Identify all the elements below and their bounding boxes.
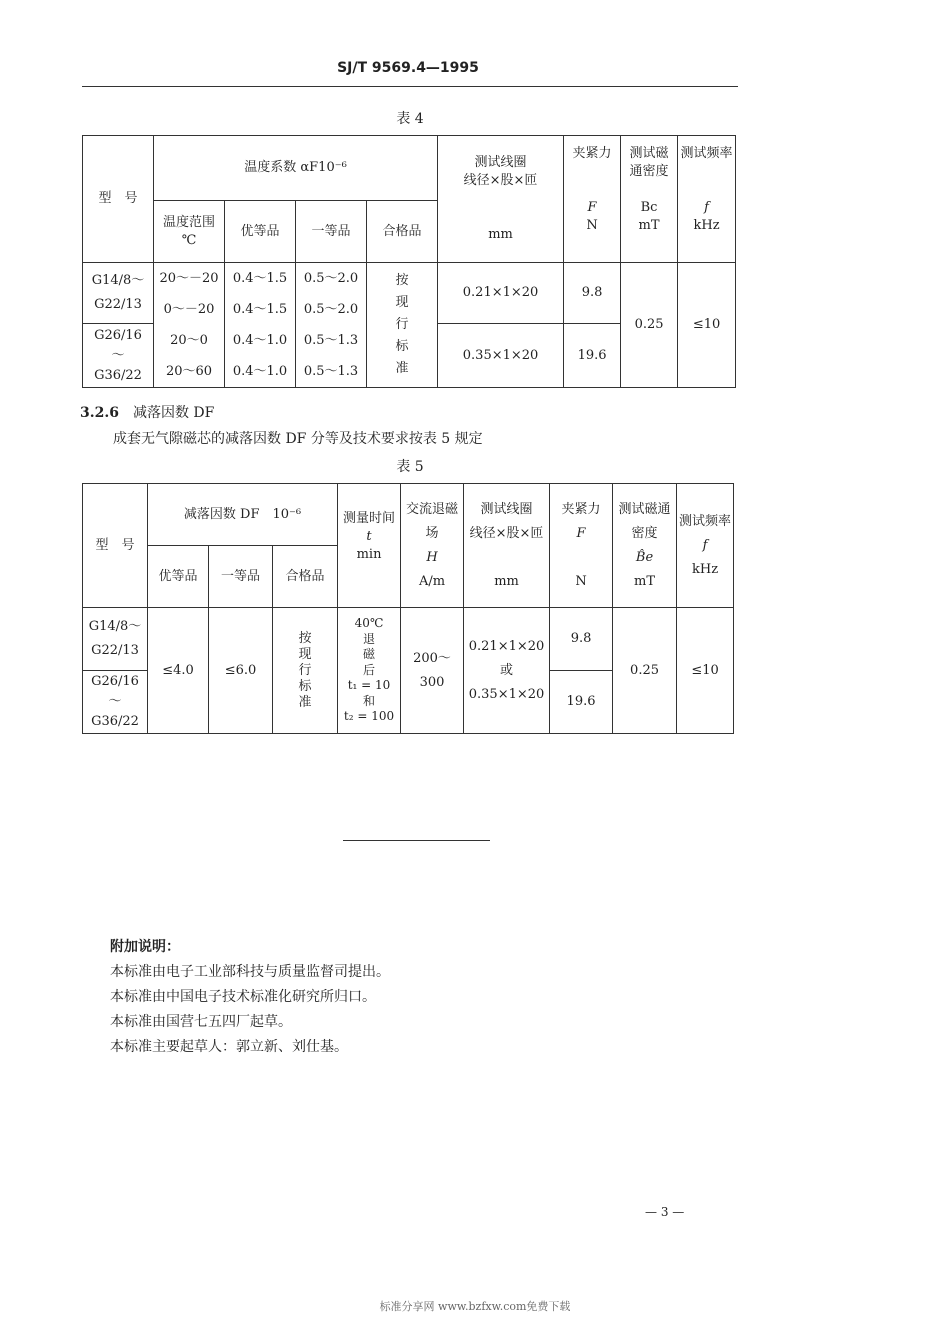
force-b: 19.6 [564, 324, 621, 388]
header-grade1: 优等品 [148, 546, 209, 608]
ranges [154, 263, 225, 388]
t: 通密度 [629, 164, 669, 179]
t: 或 [500, 662, 514, 678]
t: 和 [363, 693, 376, 708]
force-b: 19.6 [550, 671, 613, 734]
t: 测试磁通 [618, 501, 671, 517]
note-line: 本标准由国营七五四厂起草。 [110, 1014, 292, 1030]
t: G26/16 [94, 327, 142, 343]
coil-value [464, 608, 550, 734]
t: 0.4～1.5 [232, 302, 288, 317]
t: 温度范围 [162, 214, 215, 230]
grade3-values [367, 263, 438, 388]
note-line: 本标准主要起草人：郭立新、刘仕基。 [110, 1039, 348, 1055]
t: 20～0 [170, 333, 208, 348]
header-field [401, 484, 464, 608]
t: 密度 [631, 525, 658, 541]
header-grade1: 优等品 [225, 201, 296, 263]
header-coil [464, 484, 550, 608]
t: 0.4～1.0 [232, 333, 288, 348]
t: 准 [298, 694, 312, 710]
flux: 0.25 [613, 608, 677, 734]
t: F [587, 200, 597, 215]
table5-caption: 表 5 [396, 459, 424, 475]
t: 测试线圈 [480, 501, 533, 517]
t: 0.4～1.5 [232, 271, 288, 286]
t: mT [634, 573, 656, 589]
header-flux [613, 484, 677, 608]
t: t [366, 528, 372, 544]
grade2-value: ≤6.0 [209, 608, 273, 734]
t: 测试磁 [629, 146, 669, 161]
t: 现 [298, 646, 312, 662]
grade1-values [225, 263, 296, 388]
t: 线径×股×匝 [463, 173, 538, 188]
t: 测试频率 [680, 146, 733, 161]
t: ～ [111, 347, 125, 363]
coil-a: 0.21×1×20 [438, 263, 564, 324]
t: kHz [691, 561, 719, 577]
t: 按 [298, 630, 312, 646]
model-a [83, 608, 148, 671]
t: 标 [298, 678, 312, 694]
t: A/m [418, 573, 446, 589]
header-range [154, 201, 225, 263]
header-flux [621, 136, 678, 263]
grade3-value [273, 608, 338, 734]
freq: ≤10 [677, 608, 734, 734]
t: f [704, 200, 709, 215]
t: H [426, 549, 438, 565]
flux: 0.25 [621, 263, 678, 388]
time-value [338, 608, 401, 734]
t: 按 [395, 273, 409, 288]
notes [110, 935, 390, 1060]
t: 测试频率 [679, 513, 732, 529]
t: 0～－20 [163, 302, 215, 317]
header-grade2: 一等品 [296, 201, 367, 263]
coil-b: 0.35×1×20 [438, 324, 564, 388]
t: N [575, 573, 587, 589]
t: 20～－20 [159, 271, 219, 286]
section-number: 3.2.6 [80, 405, 119, 421]
header-freq [678, 136, 736, 263]
t: 退 [363, 631, 376, 646]
t: 线径×股×匝 [469, 525, 544, 541]
t: 交流退磁 [406, 501, 459, 517]
section-text: 成套无气隙磁芯的减落因数 DF 分等及技术要求按表 5 规定 [113, 431, 483, 447]
header-coil [438, 136, 564, 263]
t: G36/22 [91, 714, 139, 729]
t: kHz [693, 218, 720, 233]
t: f [702, 537, 708, 553]
t: 0.5～2.0 [303, 302, 359, 317]
table4-caption: 表 4 [396, 111, 424, 127]
t: G14/8～ [88, 619, 142, 634]
model-a [83, 263, 154, 324]
t: 0.35×1×20 [468, 686, 545, 702]
notes-title: 附加说明： [110, 939, 180, 955]
section-title: 减落因数 DF [132, 405, 215, 421]
header-grade3: 合格品 [367, 201, 438, 263]
end-rule [343, 840, 490, 841]
t: B̂e [635, 549, 654, 565]
footer-watermark: 标准分享网 www.bzfxw.com免费下载 [379, 1300, 571, 1313]
t: 0.21×1×20 [468, 638, 545, 654]
t: 行 [395, 317, 409, 332]
t: ～ [108, 694, 122, 709]
table5 [82, 483, 734, 734]
t: min [356, 546, 382, 562]
header-df: 减落因数 DF 10⁻⁶ [148, 484, 338, 546]
t: t₂ = 100 [343, 709, 395, 724]
grade1-value: ≤4.0 [148, 608, 209, 734]
t: 0.5～1.3 [303, 333, 359, 348]
t: G26/16 [91, 674, 139, 689]
header-grade3: 合格品 [273, 546, 338, 608]
t: 20～60 [165, 364, 213, 379]
t: 0.5～2.0 [303, 271, 359, 286]
header-grade2: 一等品 [209, 546, 273, 608]
t: G36/22 [94, 367, 142, 383]
header-temp-coef: 温度系数 αF10⁻⁶ [154, 136, 438, 201]
t: G14/8～ [91, 273, 145, 289]
t: 40℃ [354, 616, 384, 631]
table4 [82, 135, 736, 388]
section-heading [80, 402, 214, 422]
model-b [83, 324, 154, 388]
t: t₁ = 10 [347, 678, 391, 693]
t: 0.5～1.3 [303, 364, 359, 379]
t: F [576, 525, 586, 541]
force-a: 9.8 [550, 608, 613, 671]
t: ℃ [181, 232, 197, 248]
t: Bc [640, 200, 658, 215]
t: mm [488, 227, 513, 242]
t: 后 [363, 662, 376, 677]
t: 300 [419, 674, 445, 690]
t: 测量时间 [343, 510, 396, 526]
header-rule [82, 86, 738, 87]
header-model: 型 号 [83, 136, 154, 263]
t: mm [494, 573, 519, 589]
t: 0.4～1.0 [232, 364, 288, 379]
t: 标 [395, 339, 409, 354]
t: G22/13 [94, 297, 142, 313]
freq: ≤10 [678, 263, 736, 388]
t: N [586, 218, 598, 233]
header-force [550, 484, 613, 608]
t: mT [638, 218, 660, 233]
doc-number: SJ/T 9569.4—1995 [337, 60, 479, 76]
t: 准 [395, 361, 409, 376]
t: 行 [298, 662, 312, 678]
force-a: 9.8 [564, 263, 621, 324]
note-line: 本标准由电子工业部科技与质量监督司提出。 [110, 964, 390, 980]
t: 夹紧力 [572, 146, 612, 161]
grade2-values [296, 263, 367, 388]
t: 场 [425, 525, 439, 541]
model-b [83, 671, 148, 734]
t: 测试线圈 [474, 155, 527, 170]
field-value [401, 608, 464, 734]
header-model: 型 号 [83, 484, 148, 608]
t: 现 [395, 295, 409, 310]
header-time [338, 484, 401, 608]
page-number: — 3 — [645, 1205, 685, 1219]
note-line: 本标准由中国电子技术标准化研究所归口。 [110, 989, 376, 1005]
t: 夹紧力 [561, 501, 601, 517]
t: G22/13 [91, 643, 139, 658]
header-freq [677, 484, 734, 608]
header-force [564, 136, 621, 263]
t: 200～ [413, 650, 451, 666]
t: 磁 [363, 647, 376, 662]
